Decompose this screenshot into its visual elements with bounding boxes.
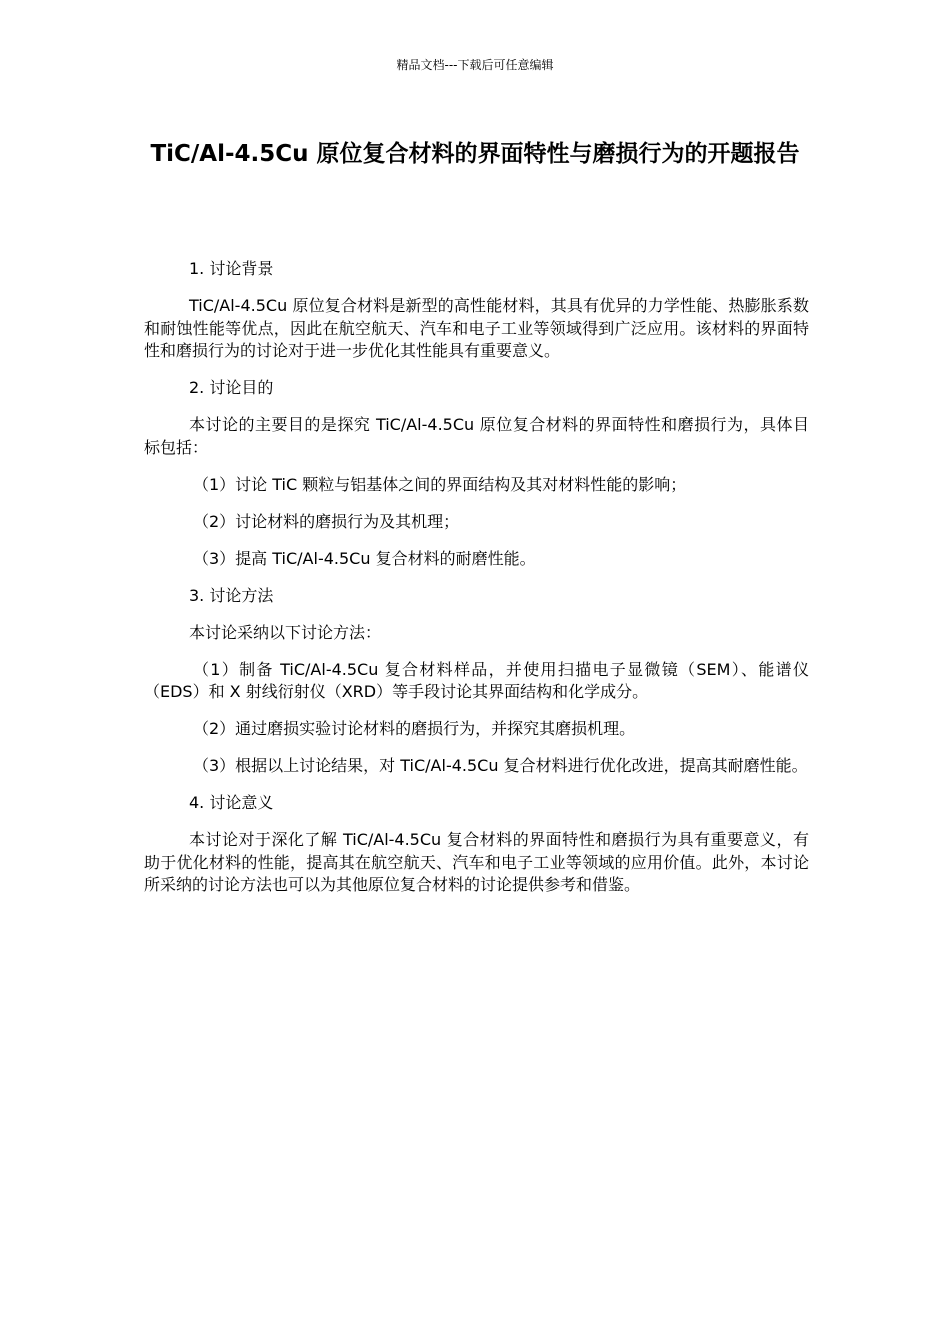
section-heading-method: 3. 讨论方法	[189, 585, 274, 605]
header-note: 精品文档---下载后可任意编辑	[396, 58, 554, 72]
paragraph-background: TiC/Al-4.5Cu 原位复合材料是新型的高性能材料，其具有优异的力学性能、热膨胀系数和耐蚀性能等优点，因此在航空航天、汽车和电子工业等领域得到广泛应用。该材料的界面特性和磨损行为的讨论对于进一步优化其性能具有重要意义。	[144, 296, 809, 360]
document-body	[144, 258, 809, 911]
list-item-method-3: （3）根据以上讨论结果，对 TiC/Al-4.5Cu 复合材料进行优化改进，提高其耐磨性能。	[193, 756, 808, 775]
list-item-method-2: （2）通过磨损实验讨论材料的磨损行为，并探究其磨损机理。	[193, 719, 636, 738]
list-item-method-1: （1）制备 TiC/Al-4.5Cu 复合材料样品，并使用扫描电子显微镜（SEM）、能谱仪（EDS）和 X 射线衍射仪（XRD）等手段讨论其界面结构和化学成分。	[144, 659, 809, 701]
list-item-purpose-3: （3）提高 TiC/Al-4.5Cu 复合材料的耐磨性能。	[193, 548, 536, 568]
section-heading-purpose: 2. 讨论目的	[189, 378, 274, 397]
list-item-purpose-1: （1）讨论 TiC 颗粒与铝基体之间的界面结构及其对材料性能的影响；	[193, 474, 687, 494]
section-heading-significance: 4. 讨论意义	[189, 793, 274, 812]
document-title: TiC/Al-4.5Cu 原位复合材料的界面特性与磨损行为的开题报告	[150, 141, 800, 167]
paragraph-significance: 本讨论对于深化了解 TiC/Al-4.5Cu 复合材料的界面特性和磨损行为具有重要意义，有助于优化材料的性能，提高其在航空航天、汽车和电子工业等领域的应用价值。此外，本讨论所采纳的讨论方法也可以为其他原位复合材料的讨论提供参考和借鉴。	[144, 830, 809, 894]
paragraph-purpose: 本讨论的主要目的是探究 TiC/Al-4.5Cu 原位复合材料的界面特性和磨损行为，具体目标包括：	[144, 415, 809, 457]
list-item-purpose-2: （2）讨论材料的磨损行为及其机理；	[193, 511, 460, 531]
section-heading-background: 1. 讨论背景	[189, 259, 274, 278]
paragraph-method: 本讨论采纳以下讨论方法：	[189, 622, 382, 642]
